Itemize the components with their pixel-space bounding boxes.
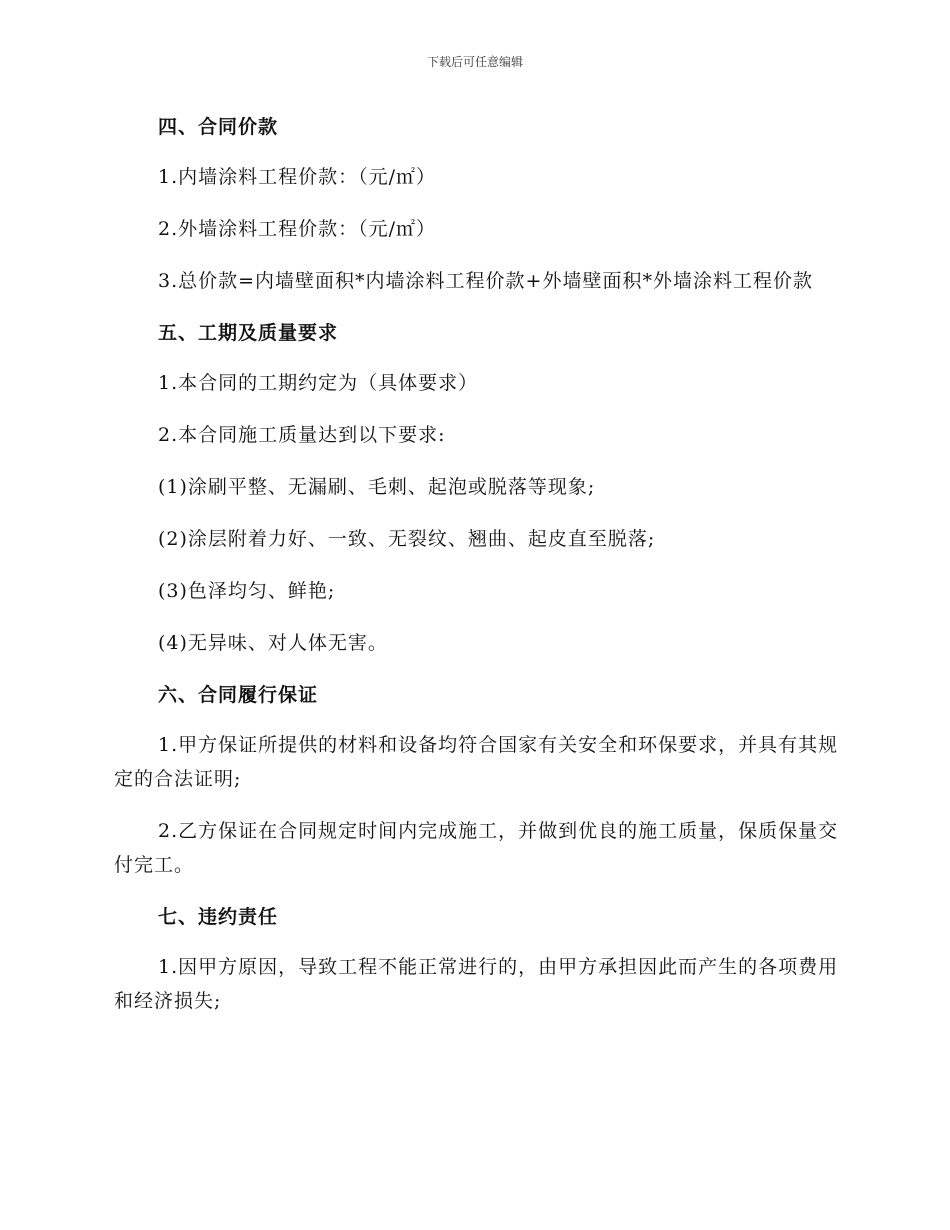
paragraph: 1.内墙涂料工程价款：（元/㎡） xyxy=(158,166,437,188)
paragraph: 2.本合同施工质量达到以下要求: xyxy=(158,424,446,446)
paragraph: 2.外墙涂料工程价款：（元/㎡） xyxy=(158,218,437,240)
paragraph: 3.总价款=内墙壁面积*内墙涂料工程价款+外墙壁面积*外墙涂料工程价款 xyxy=(158,270,813,292)
section-heading: 四、合同价款 xyxy=(158,116,279,138)
section-performance-guarantee xyxy=(114,678,842,882)
page-header-note: 下载后可任意编辑 xyxy=(426,55,523,69)
document-body xyxy=(114,110,842,1018)
section-heading: 五、工期及质量要求 xyxy=(158,322,339,344)
paragraph: 1.因甲方原因，导致工程不能正常进行的，由甲方承担因此而产生的各项费用和经济损失; xyxy=(114,956,839,1012)
section-heading: 七、违约责任 xyxy=(158,906,279,928)
list-item: (2)涂层附着力好、一致、无裂纹、翘曲、起皮直至脱落; xyxy=(158,528,656,550)
list-item: (4)无异味、对人体无害。 xyxy=(158,632,388,654)
list-item: (3)色泽均匀、鲜艳; xyxy=(158,580,336,602)
section-price xyxy=(114,110,842,298)
section-liability xyxy=(114,900,842,1018)
paragraph: 1.甲方保证所提供的材料和设备均符合国家有关安全和环保要求，并具有其规定的合法证明; xyxy=(114,734,839,790)
section-heading: 六、合同履行保证 xyxy=(158,684,319,706)
section-schedule-quality xyxy=(114,316,842,660)
list-item: (1)涂刷平整、无漏刷、毛刺、起泡或脱落等现象; xyxy=(158,476,596,498)
paragraph: 1.本合同的工期约定为（具体要求） xyxy=(158,372,479,394)
paragraph: 2.乙方保证在合同规定时间内完成施工，并做到优良的施工质量，保质保量交付完工。 xyxy=(114,820,839,876)
